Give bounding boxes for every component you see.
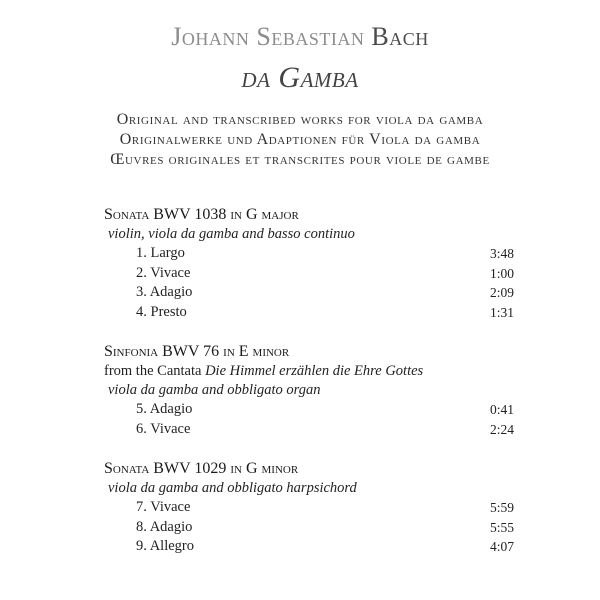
track-label: 6. Vivace [136, 420, 191, 437]
work-title: Sinfonia BWV 76 in E minor [104, 343, 290, 360]
track-duration: 1:00 [489, 265, 514, 281]
track-label: 2. Vivace [136, 264, 191, 281]
track-label: 8. Adagio [136, 518, 193, 535]
work-sinfonia-bwv76 [104, 342, 514, 439]
track-row [104, 400, 514, 420]
track-label: 3. Adagio [136, 284, 193, 300]
work-sonata-bwv1029 [104, 459, 514, 557]
track-duration: 0:41 [489, 402, 514, 417]
track-label: 5. Adagio [136, 401, 193, 417]
track-row [104, 498, 514, 518]
track-row [104, 244, 514, 264]
composer-name [0, 20, 600, 54]
track-duration: 2:09 [489, 285, 514, 300]
track-duration: 1:31 [489, 304, 514, 320]
track-row [104, 264, 514, 284]
work-instrumentation: viola da gamba and obbligato harpsichord [108, 480, 357, 496]
track-row [104, 518, 514, 538]
composer-surname: Bach [371, 22, 429, 51]
track-row [104, 303, 514, 323]
work-sonata-bwv1038 [104, 205, 514, 322]
track-label: 9. Allegro [136, 538, 194, 554]
track-duration: 3:48 [489, 246, 514, 261]
album-title: da Gamba [241, 61, 359, 94]
work-source-title: Die Himmel erzählen die Ehre Gottes [205, 363, 424, 379]
track-duration: 5:55 [489, 519, 514, 535]
work-source [104, 362, 514, 381]
track-label: 4. Presto [136, 303, 187, 320]
header [0, 20, 600, 98]
works-list [104, 205, 514, 577]
track-duration: 5:59 [489, 500, 514, 515]
work-title: Sonata BWV 1038 in G major [104, 206, 299, 223]
track-label: 7. Vivace [136, 499, 191, 515]
track-row [104, 283, 514, 303]
track-label: 1. Largo [136, 245, 185, 261]
work-instrumentation: viola da gamba and obbligato organ [108, 382, 321, 398]
track-row [104, 420, 514, 440]
composer-given-names: Johann Sebastian [171, 22, 365, 51]
subtitle-german: Originalwerke und Adaptionen für Viola da gamba [119, 131, 481, 148]
work-source-prefix: from the Cantata [104, 363, 202, 379]
subtitles [0, 110, 600, 170]
work-instrumentation: violin, viola da gamba and basso continuo [108, 226, 355, 242]
subtitle-english: Original and transcribed works for viola da gamba [116, 111, 484, 128]
track-duration: 2:24 [489, 421, 514, 437]
track-row [104, 537, 514, 557]
subtitle-french: Œuvres originales et transcrites pour viole de gambe [110, 151, 490, 168]
track-duration: 4:07 [489, 539, 514, 554]
work-title: Sonata BWV 1029 in G minor [104, 460, 299, 477]
